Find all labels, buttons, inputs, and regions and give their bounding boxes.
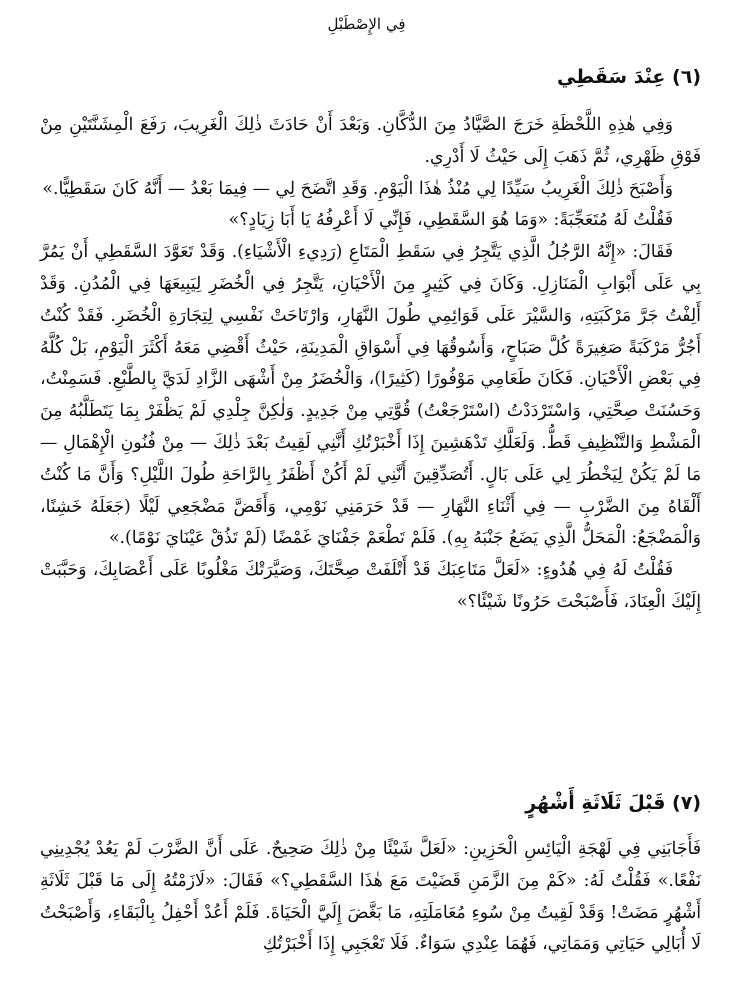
paragraph: وَفِي هٰذِهِ اللَّحْظَةِ خَرَجَ الصَّيَّادُ مِنَ الدُّكَّانِ. وَبَعْدَ أَنْ حَادَثَ ذٰلِكَ الْغَرِيبَ، رَفَعَ الْمِشَنَّتَيْنِ مِنْ فَوْقِ ظَهْرِي، ثُمَّ ذَهَبَ إِلَى حَيْثُ لَا أَدْرِي. xyxy=(40,115,701,167)
running-header: فِي الإِصْطَبْلِ xyxy=(327,15,406,33)
section-heading-7: (٧) قَبْلَ ثَلَاثَةِ أَشْهُرٍ xyxy=(525,792,701,814)
section-body-7 xyxy=(40,834,701,961)
section-heading-6: (٦) عِنْدَ سَقَطِي xyxy=(556,66,701,88)
paragraph: فَأَجَابَنِي فِي لَهْجَةِ الْيَائِسِ الْحَزِينِ: «لَعَلَّ شَيْئًا مِنْ ذٰلِكَ صَحِيحٌ. عَلَى أَنَّ الضَّرْبَ لَمْ يَعُدْ يُجْدِينِي نَفْعًا.» فَقُلْتُ لَهُ: «كَمْ مِنَ الزَّمَنِ قَضَيْتَ مَعَ هٰذَا السَّقَطِي؟» فَقَالَ: «لَازَمْتُهُ إِلَى مَا قَبْلَ ثَلَاثَةِ أَشْهُرٍ مَضَتْ! وَقَدْ لَقِيتُ مِنْ سُوءِ مُعَامَلَتِهِ، مَا بَغَّضَ إِلَيَّ الْحَيَاةَ. فَلَمْ أَعُدْ أَحْفِلُ بِالْبَقَاءِ، وَأَصْبَحْتُ لَا أُبَالِي حَيَاتِي وَمَمَاتِي، فَهُمَا عِنْدِي سَوَاءٌ. فَلَا تَعْجَبِي إِذَا أَخْبَرْتُكِ xyxy=(40,839,701,955)
paragraph: فَقَالَ: «إِنَّهُ الرَّجُلُ الَّذِي يَتَّجِرُ فِي سَقَطِ الْمَتَاعِ (رَدِيءِ الْأَشْيَاءِ). وَقَدْ تَعَوَّدَ السَّقَطِي أَنْ يَمُرَّ بِي عَلَى أَبْوَابِ الْمَنَازِلِ. وَكَانَ فِي كَثِيرٍ مِنَ الْأَحْيَانِ، يَتَّجِرُ فِي الْخُضَرِ لِيَبِيعَهَا فِي الْمُدُنِ. وَقَدْ أَلِفْتُ جَرَّ مَرْكَبَتِهِ، وَالسَّيْرَ عَلَى قَوَائِمِي طُولَ النَّهَارِ، وَارْتَاحَتْ نَفْسِي لِتِجَارَةِ الْخُضَرِ. فَقَدْ كُنْتُ أَجُرُّ مَرْكَبَةً صَغِيرَةً كُلَّ صَبَاحٍ، وَأَسُوقُهَا فِي أَسْوَاقِ الْمَدِينَةِ، حَيْثُ أَقْضِي مَعَهُ أَكْثَرَ الْيَوْمِ، بَلْ كُلَّهُ فِي بَعْضِ الْأَحْيَانِ. فَكَانَ طَعَامِي مَوْفُورًا (كَثِيرًا)، وَالْخُضَرُ مِنْ أَشْهَى الزَّادِ لَدَيَّ بِالطَّبْعِ. فَسَمِنْتُ، وَحَسُنَتْ صِحَّتِي، وَاسْتَرْدَدْتُ (اسْتَرْجَعْتُ) قُوَّتِي مِنْ جَدِيدٍ. وَلٰكِنَّ جِلْدِي لَمْ يَظْفَرْ بِمَا يَتَطَلَّبُهُ مِنَ الْمَشْطِ وَالتَّنْظِيفِ قَطُّ. وَلَعَلَّكِ تَدْهَشِينَ إِذَا أَخْبَرْتُكِ أَنَّنِي لَقِيتُ بَعْدَ ذٰلِكَ — مِنْ فُنُونِ الْإِهْمَالِ — مَا لَمْ يَكُنْ لِيَخْطُرَ لِي عَلَى بَالٍ. أَتُصَدِّقِينَ أَنَّنِي لَمْ أَكُنْ أَظْفَرُ بِالرَّاحَةِ طُولَ اللَّيْلِ؟ وَأَنَّ مَا كُنْتُ أَلْقَاهُ مِنَ الضَّرْبِ — فِي أَثْنَاءِ النَّهَارِ — قَدْ حَرَمَنِي نَوْمِي، وَأَقَضَّ مَضْجَعِي لَيْلًا (جَعَلَهُ خَشِنًا، وَالْمَضْجَعُ: الْمَحَلُّ الَّذِي يَضَعُ جَنْبَهُ بِهِ). فَلَمْ تَطْعَمْ جَفْنَايَ غَمْضًا (لَمْ تَذُقْ عَيْنَايَ نَوْمًا).» xyxy=(40,242,701,549)
paragraph: فَقُلْتُ لَهُ فِي هُدُوءٍ: «لَعَلَّ مَتَاعِبَكَ قَدْ أَتْلَفَتْ صِحَّتَكَ، وَصَيَّرَتْكَ مَغْلُوبًا عَلَى أَعْصَابِكَ، وَحَبَّبَتْ إِلَيْكَ الْعِنَادَ، فَأَصْبَحْتَ حَرُونًا شَيْئًا؟» xyxy=(40,560,701,612)
section-body-6 xyxy=(40,110,701,619)
paragraph: وَأَصْبَحَ ذٰلِكَ الْغَرِيبُ سَيِّدًا لِي مُنْذُ هٰذَا الْيَوْمِ. وَقَدِ اتَّضَحَ لِي — فِيمَا بَعْدُ — أَنَّهُ كَانَ سَقَطِيًّا.» xyxy=(42,178,673,199)
paragraph: فَقُلْتُ لَهُ مُتَعَجِّبَةً: «وَمَا هُوَ السَّقَطِي، فَإِنِّي لَا أَعْرِفُهُ يَا أَبَا زِيَادٍ؟» xyxy=(228,210,673,231)
